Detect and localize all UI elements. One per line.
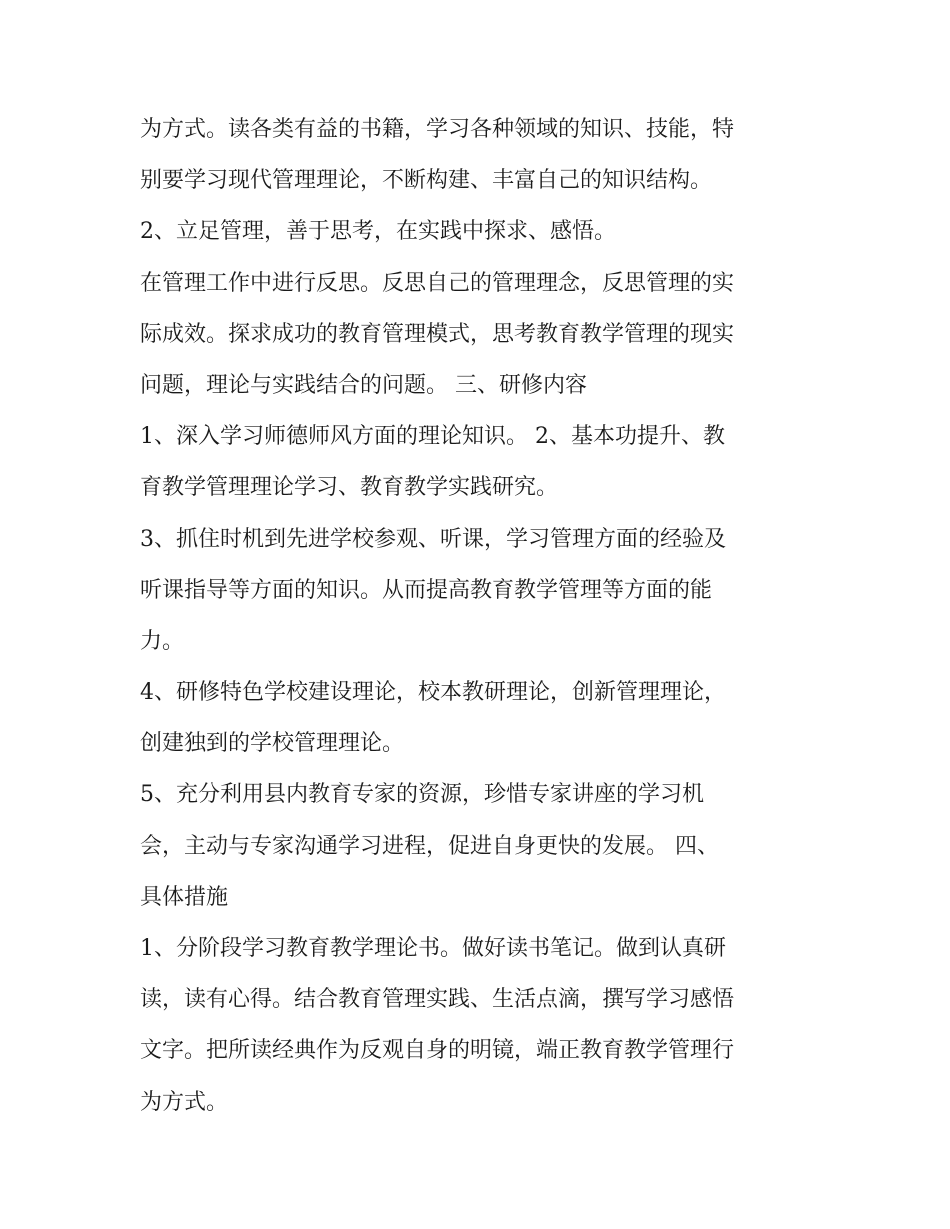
text-line: 力。 bbox=[140, 628, 185, 654]
text-line: 听课指导等方面的知识。从而提高教育教学管理等方面的能 bbox=[140, 577, 713, 603]
text-line: 4、研修特色学校建设理论，校本教研理论，创新管理理论， bbox=[140, 680, 726, 706]
text-line: 文字。把所读经典作为反观自身的明镜，端正教育教学管理行 bbox=[140, 1038, 735, 1064]
text-line: 读，读有心得。结合教育管理实践、生活点滴，撰写学习感悟 bbox=[140, 987, 735, 1013]
text-line: 3、抓住时机到先进学校参观、听课，学习管理方面的经验及 bbox=[140, 526, 726, 552]
text-line: 际成效。探求成功的教育管理模式，思考教育教学管理的现实 bbox=[140, 321, 735, 347]
text-line: 在管理工作中进行反思。反思自己的管理理念，反思管理的实 bbox=[140, 270, 735, 296]
text-line: 1、深入学习师德师风方面的理论知识。 2、基本功提升、教 bbox=[140, 424, 725, 450]
text-line: 会，主动与专家沟通学习进程，促进自身更快的发展。 四、 bbox=[140, 833, 719, 859]
text-line: 具体措施 bbox=[140, 884, 229, 910]
text-line: 5、充分利用县内教育专家的资源，珍惜专家讲座的学习机 bbox=[140, 782, 704, 808]
text-line: 别要学习现代管理理论，不断构建、丰富自己的知识结构。 bbox=[140, 168, 713, 194]
text-line: 1、分阶段学习教育教学理论书。做好读书笔记。做到认真研 bbox=[140, 936, 726, 961]
text-line: 问题，理论与实践结合的问题。 三、研修内容 bbox=[140, 372, 587, 398]
text-line: 育教学管理理论学习、教育教学实践研究。 bbox=[140, 475, 559, 501]
text-line: 2、立足管理，善于思考，在实践中探求、感悟。 bbox=[140, 219, 616, 245]
text-line: 创建独到的学校管理理论。 bbox=[140, 731, 405, 757]
body-text bbox=[140, 104, 840, 1128]
text-line: 为方式。读各类有益的书籍，学习各种领域的知识、技能，特 bbox=[140, 117, 735, 142]
text-line: 为方式。 bbox=[140, 1089, 229, 1115]
